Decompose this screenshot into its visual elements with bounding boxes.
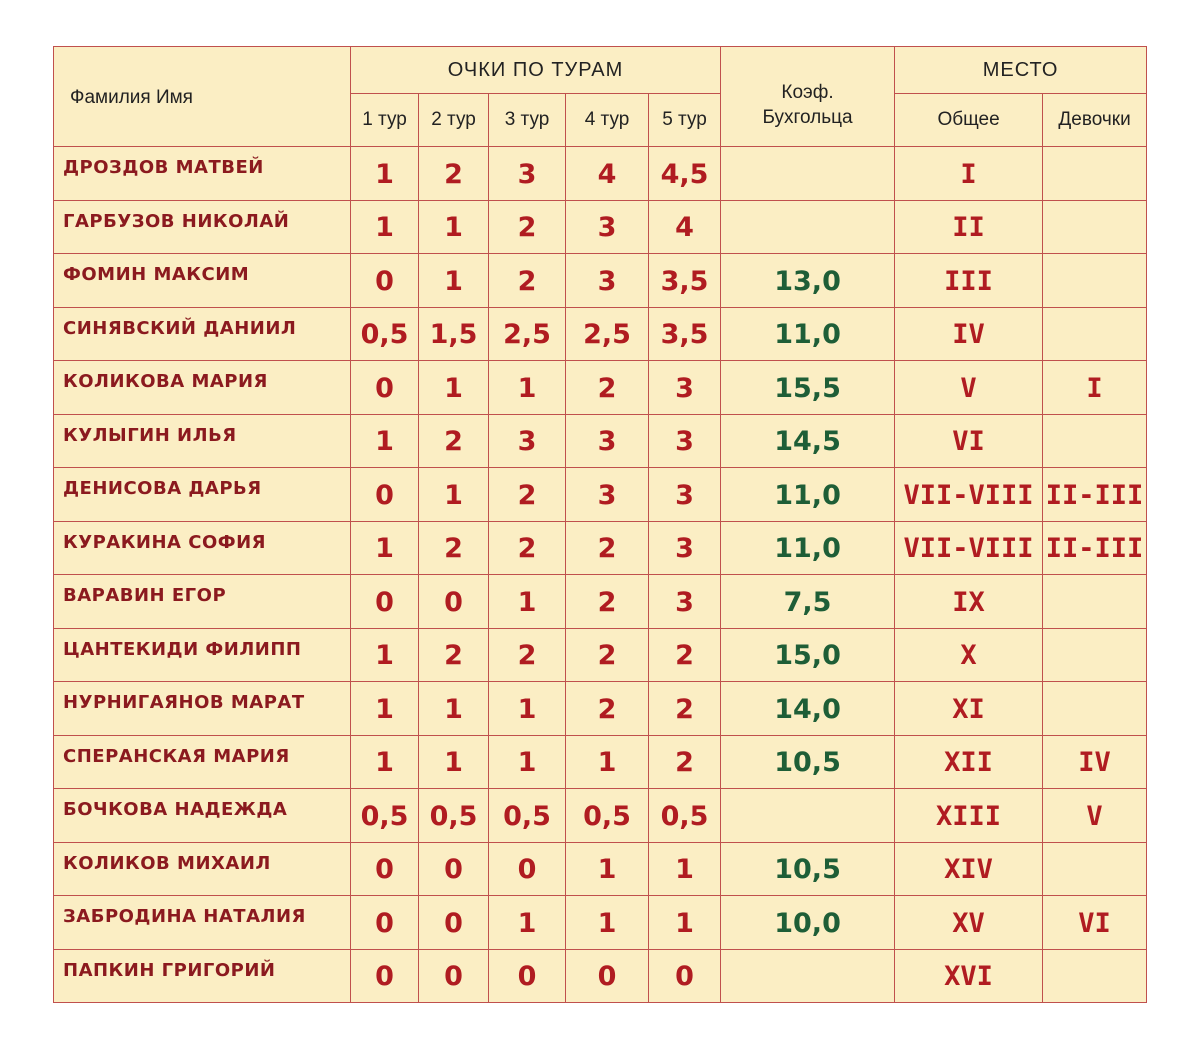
place-overall: I	[895, 147, 1043, 201]
participant-name: ЦАНТЕКИДИ ФИЛИПП	[54, 628, 351, 682]
header-buchholz-line2: Бухгольца	[762, 106, 853, 128]
header-round-2: 2 тур	[419, 94, 489, 147]
participant-name: КОЛИКОВА МАРИЯ	[54, 361, 351, 415]
buchholz-coef: 14,5	[721, 414, 895, 468]
buchholz-coef: 11,0	[721, 307, 895, 361]
round-3-score: 0,5	[489, 789, 566, 843]
place-girls	[1043, 254, 1147, 308]
table-row	[54, 468, 1147, 522]
header-round-3: 3 тур	[489, 94, 566, 147]
place-overall: X	[895, 628, 1043, 682]
round-3-score: 2,5	[489, 307, 566, 361]
place-girls	[1043, 200, 1147, 254]
table-row	[54, 575, 1147, 629]
round-2-score: 1	[419, 361, 489, 415]
round-3-score: 1	[489, 682, 566, 736]
round-4-score: 2	[566, 628, 649, 682]
table-row	[54, 735, 1147, 789]
place-girls	[1043, 949, 1147, 1003]
round-3-score: 1	[489, 575, 566, 629]
place-girls	[1043, 842, 1147, 896]
place-overall: III	[895, 254, 1043, 308]
round-5-score: 0,5	[649, 789, 721, 843]
round-2-score: 1	[419, 468, 489, 522]
round-2-score: 0	[419, 842, 489, 896]
place-overall: XVI	[895, 949, 1043, 1003]
round-2-score: 1	[419, 682, 489, 736]
table-row	[54, 307, 1147, 361]
place-girls	[1043, 682, 1147, 736]
table-row	[54, 200, 1147, 254]
participant-name: ВАРАВИН ЕГОР	[54, 575, 351, 629]
participant-name: ФОМИН МАКСИМ	[54, 254, 351, 308]
participant-name: КУЛЫГИН ИЛЬЯ	[54, 414, 351, 468]
round-2-score: 0	[419, 949, 489, 1003]
place-overall: XII	[895, 735, 1043, 789]
buchholz-coef: 11,0	[721, 521, 895, 575]
table-row	[54, 147, 1147, 201]
buchholz-coef: 10,5	[721, 842, 895, 896]
round-1-score: 0,5	[351, 307, 419, 361]
round-1-score: 0	[351, 949, 419, 1003]
place-girls: IV	[1043, 735, 1147, 789]
participant-name: КОЛИКОВ МИХАИЛ	[54, 842, 351, 896]
participant-name: ЗАБРОДИНА НАТАЛИЯ	[54, 896, 351, 950]
round-4-score: 3	[566, 468, 649, 522]
buchholz-coef	[721, 949, 895, 1003]
results-table	[53, 46, 1147, 1003]
header-place-group: МЕСТО	[895, 47, 1147, 94]
round-4-score: 0,5	[566, 789, 649, 843]
place-girls: II-III	[1043, 468, 1147, 522]
place-overall: VII-VIII	[895, 468, 1043, 522]
table-row	[54, 254, 1147, 308]
round-2-score: 1	[419, 735, 489, 789]
round-3-score: 0	[489, 842, 566, 896]
buchholz-coef	[721, 789, 895, 843]
round-3-score: 2	[489, 521, 566, 575]
table-row	[54, 414, 1147, 468]
round-5-score: 3,5	[649, 307, 721, 361]
round-1-score: 0	[351, 896, 419, 950]
round-2-score: 1	[419, 200, 489, 254]
round-3-score: 2	[489, 200, 566, 254]
round-1-score: 0,5	[351, 789, 419, 843]
header-name: Фамилия Имя	[54, 47, 351, 147]
place-girls	[1043, 147, 1147, 201]
header-round-4: 4 тур	[566, 94, 649, 147]
round-2-score: 2	[419, 628, 489, 682]
table-row	[54, 789, 1147, 843]
place-overall: II	[895, 200, 1043, 254]
round-5-score: 2	[649, 628, 721, 682]
round-5-score: 0	[649, 949, 721, 1003]
place-girls: II-III	[1043, 521, 1147, 575]
table-row	[54, 521, 1147, 575]
place-girls	[1043, 575, 1147, 629]
round-4-score: 3	[566, 200, 649, 254]
header-round-1: 1 тур	[351, 94, 419, 147]
place-overall: XIII	[895, 789, 1043, 843]
round-5-score: 3	[649, 414, 721, 468]
place-overall: VI	[895, 414, 1043, 468]
place-girls	[1043, 414, 1147, 468]
place-overall: XI	[895, 682, 1043, 736]
buchholz-coef	[721, 200, 895, 254]
table-row	[54, 896, 1147, 950]
buchholz-coef: 15,0	[721, 628, 895, 682]
round-5-score: 4	[649, 200, 721, 254]
round-4-score: 2	[566, 682, 649, 736]
round-4-score: 2	[566, 575, 649, 629]
buchholz-coef	[721, 147, 895, 201]
participant-name: ДЕНИСОВА ДАРЬЯ	[54, 468, 351, 522]
round-3-score: 1	[489, 896, 566, 950]
place-overall: VII-VIII	[895, 521, 1043, 575]
buchholz-coef: 11,0	[721, 468, 895, 522]
header-buchholz-line1: Коэф.	[781, 81, 834, 103]
header-place-girls: Девочки	[1043, 94, 1147, 147]
round-5-score: 3	[649, 468, 721, 522]
round-3-score: 3	[489, 147, 566, 201]
place-overall: XIV	[895, 842, 1043, 896]
participant-name: КУРАКИНА СОФИЯ	[54, 521, 351, 575]
round-3-score: 3	[489, 414, 566, 468]
round-4-score: 1	[566, 896, 649, 950]
round-3-score: 2	[489, 628, 566, 682]
round-5-score: 2	[649, 735, 721, 789]
round-5-score: 4,5	[649, 147, 721, 201]
round-2-score: 0	[419, 896, 489, 950]
round-2-score: 0,5	[419, 789, 489, 843]
table-row	[54, 842, 1147, 896]
round-5-score: 3	[649, 575, 721, 629]
buchholz-coef: 13,0	[721, 254, 895, 308]
round-5-score: 3	[649, 361, 721, 415]
round-3-score: 1	[489, 735, 566, 789]
place-overall: V	[895, 361, 1043, 415]
round-1-score: 0	[351, 361, 419, 415]
header-buchholz	[721, 47, 895, 147]
round-1-score: 1	[351, 521, 419, 575]
place-overall: XV	[895, 896, 1043, 950]
results-body	[54, 147, 1147, 1003]
participant-name: СПЕРАНСКАЯ МАРИЯ	[54, 735, 351, 789]
participant-name: ПАПКИН ГРИГОРИЙ	[54, 949, 351, 1003]
place-girls: V	[1043, 789, 1147, 843]
round-3-score: 0	[489, 949, 566, 1003]
buchholz-coef: 7,5	[721, 575, 895, 629]
round-1-score: 1	[351, 200, 419, 254]
round-2-score: 2	[419, 147, 489, 201]
round-2-score: 1,5	[419, 307, 489, 361]
buchholz-coef: 10,0	[721, 896, 895, 950]
header-place-overall: Общее	[895, 94, 1043, 147]
round-5-score: 1	[649, 896, 721, 950]
table-row	[54, 628, 1147, 682]
participant-name: НУРНИГАЯНОВ МАРАТ	[54, 682, 351, 736]
buchholz-coef: 15,5	[721, 361, 895, 415]
round-4-score: 3	[566, 414, 649, 468]
place-overall: IV	[895, 307, 1043, 361]
round-1-score: 1	[351, 147, 419, 201]
round-5-score: 2	[649, 682, 721, 736]
header-points-group: ОЧКИ ПО ТУРАМ	[351, 47, 721, 94]
round-2-score: 1	[419, 254, 489, 308]
round-1-score: 0	[351, 254, 419, 308]
round-2-score: 2	[419, 414, 489, 468]
place-overall: IX	[895, 575, 1043, 629]
round-3-score: 2	[489, 468, 566, 522]
table-row	[54, 949, 1147, 1003]
round-2-score: 2	[419, 521, 489, 575]
round-5-score: 1	[649, 842, 721, 896]
round-2-score: 0	[419, 575, 489, 629]
round-4-score: 2,5	[566, 307, 649, 361]
round-5-score: 3	[649, 521, 721, 575]
round-1-score: 0	[351, 468, 419, 522]
place-girls: VI	[1043, 896, 1147, 950]
participant-name: ДРОЗДОВ МАТВЕЙ	[54, 147, 351, 201]
round-4-score: 4	[566, 147, 649, 201]
round-1-score: 1	[351, 682, 419, 736]
place-girls: I	[1043, 361, 1147, 415]
round-5-score: 3,5	[649, 254, 721, 308]
participant-name: СИНЯВСКИЙ ДАНИИЛ	[54, 307, 351, 361]
round-3-score: 2	[489, 254, 566, 308]
round-4-score: 0	[566, 949, 649, 1003]
participant-name: ГАРБУЗОВ НИКОЛАЙ	[54, 200, 351, 254]
round-3-score: 1	[489, 361, 566, 415]
round-4-score: 3	[566, 254, 649, 308]
header-round-5: 5 тур	[649, 94, 721, 147]
buchholz-coef: 10,5	[721, 735, 895, 789]
round-4-score: 1	[566, 735, 649, 789]
buchholz-coef: 14,0	[721, 682, 895, 736]
round-1-score: 1	[351, 628, 419, 682]
round-4-score: 1	[566, 842, 649, 896]
round-1-score: 1	[351, 414, 419, 468]
participant-name: БОЧКОВА НАДЕЖДА	[54, 789, 351, 843]
round-4-score: 2	[566, 361, 649, 415]
place-girls	[1043, 307, 1147, 361]
round-1-score: 1	[351, 735, 419, 789]
table-row	[54, 361, 1147, 415]
round-4-score: 2	[566, 521, 649, 575]
place-girls	[1043, 628, 1147, 682]
table-row	[54, 682, 1147, 736]
round-1-score: 0	[351, 575, 419, 629]
round-1-score: 0	[351, 842, 419, 896]
